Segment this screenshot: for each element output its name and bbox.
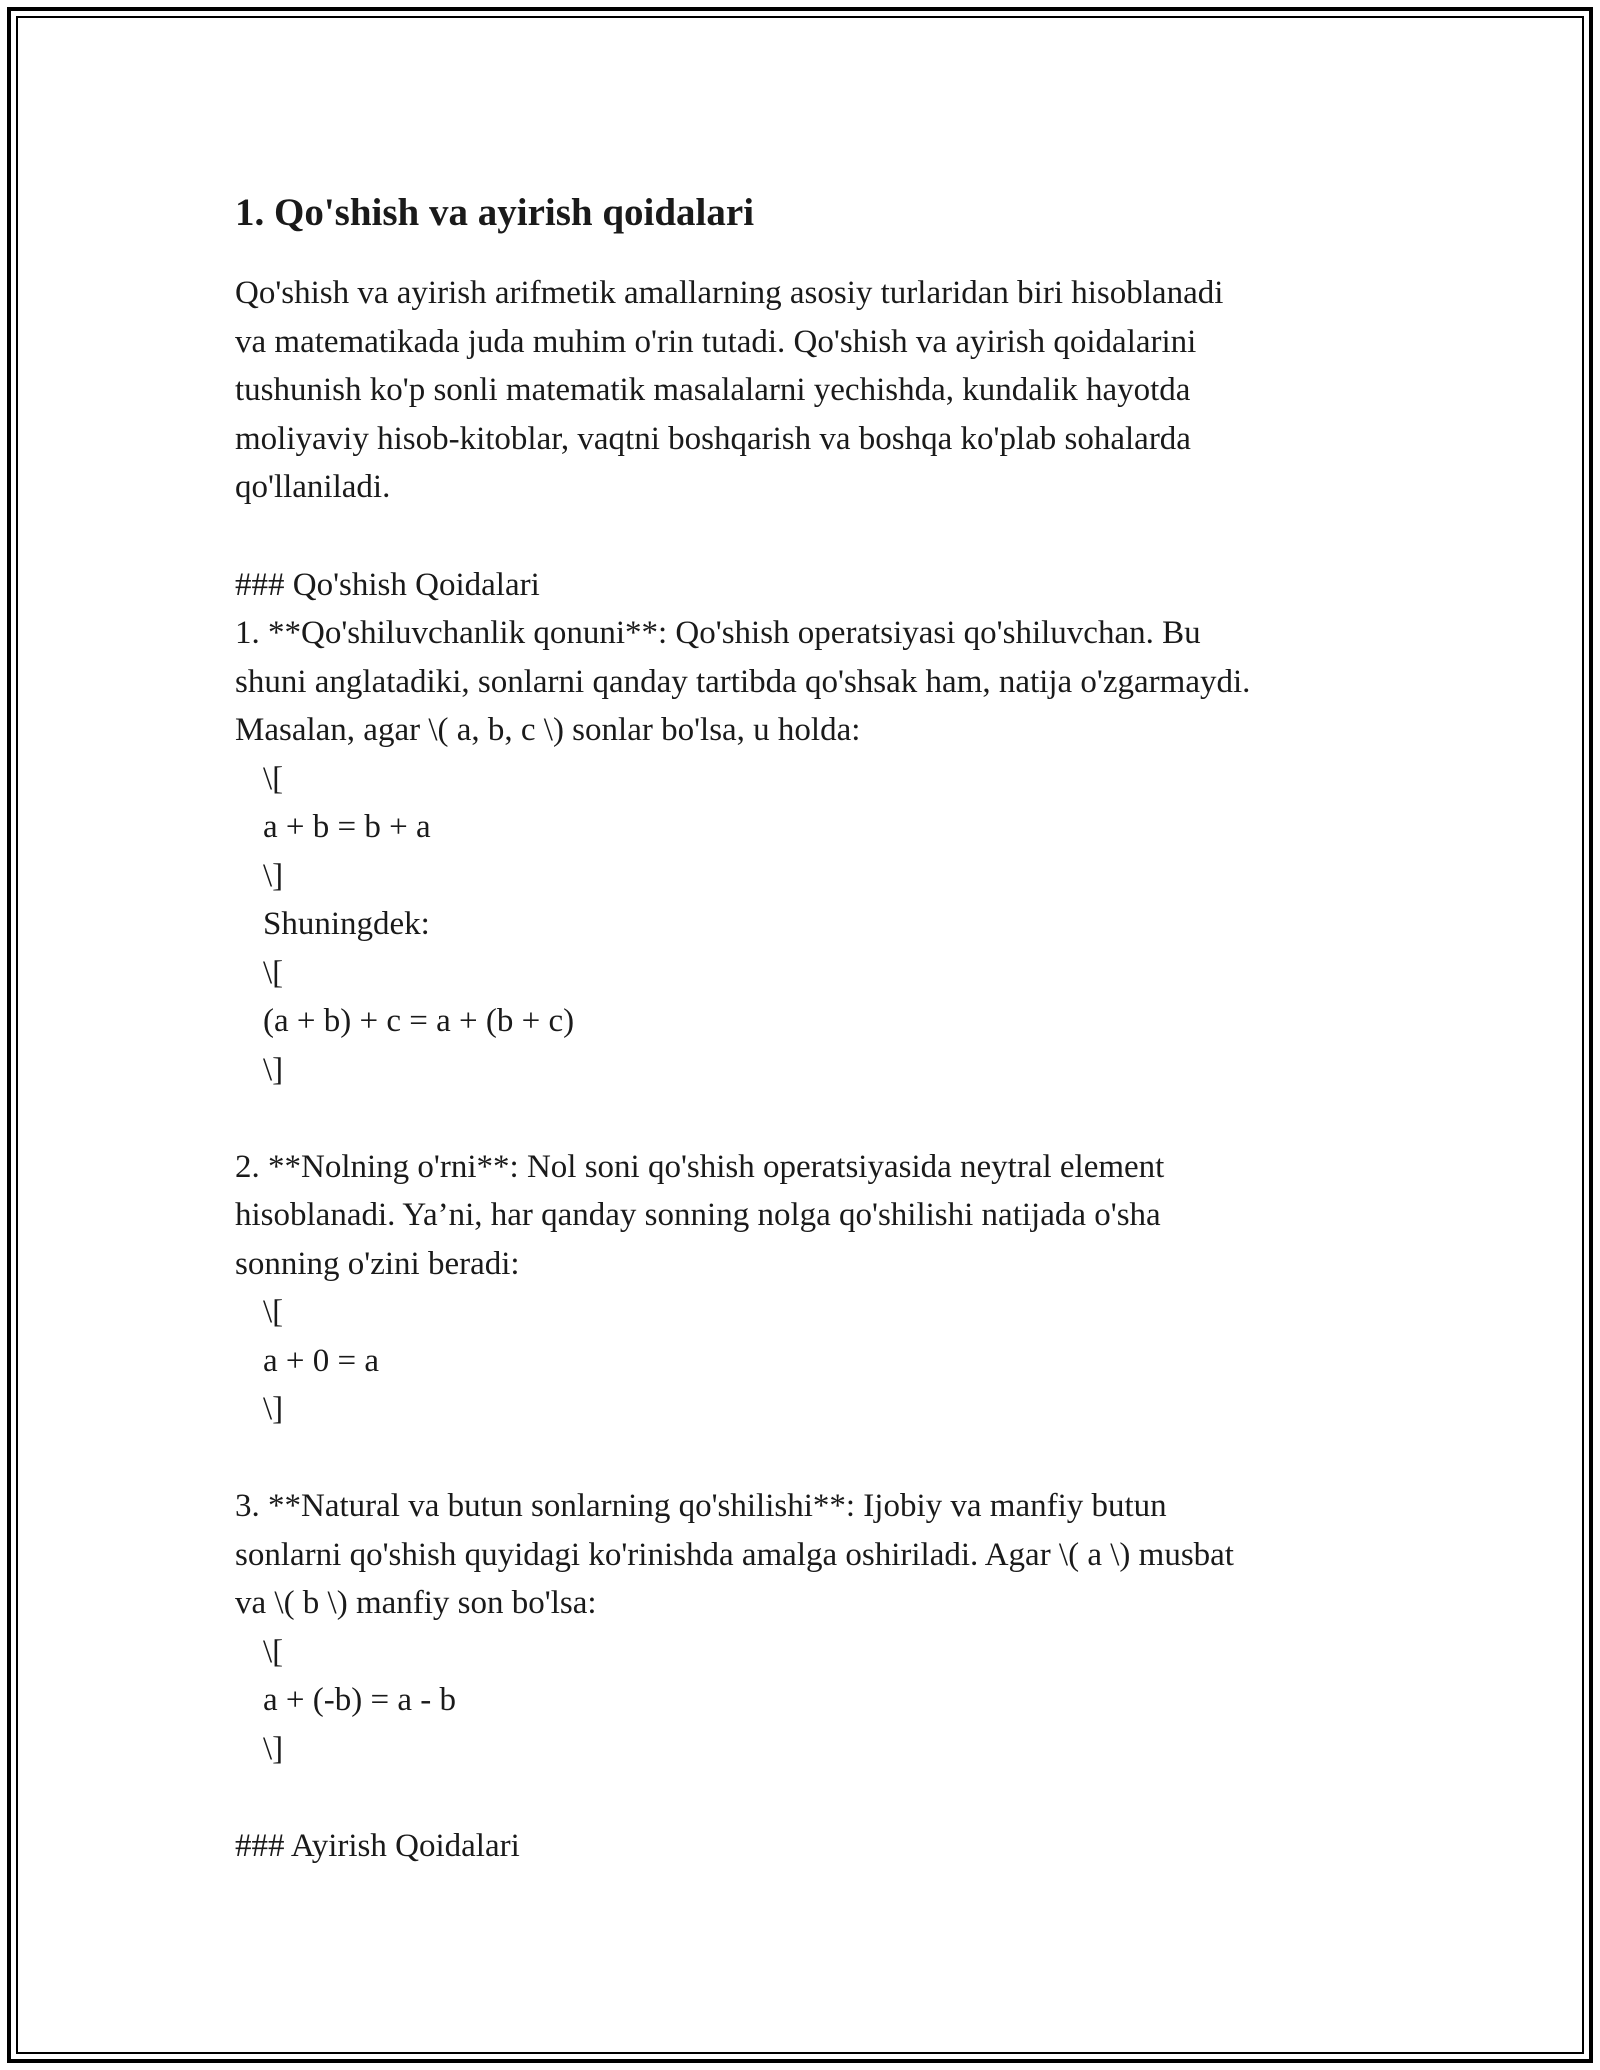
content-line: \[ <box>263 954 284 991</box>
content-line: a + b = b + a <box>263 809 431 845</box>
content-line: \] <box>263 857 284 894</box>
content-line: \[ <box>263 1294 284 1330</box>
content-line: va \( b \) manfiy son bo'lsa: <box>235 1585 597 1621</box>
blank-line <box>235 1094 1385 1143</box>
content-line: ### Ayirish Qoidalari <box>235 1827 520 1864</box>
content-line: shuni anglatadiki, sonlarni qanday tartibda qo'shsak ham, natija o'zgarmaydi. <box>235 663 1251 700</box>
content-line: Shuningdek: <box>263 906 430 942</box>
content-line: a + (-b) = a - b <box>263 1682 456 1718</box>
content-line: \] <box>263 1391 284 1427</box>
document-title: 1. Qo'shish va ayirish qoidalari <box>235 191 755 234</box>
content-line: (a + b) + c = a + (b + c) <box>263 1003 575 1039</box>
content-line: \] <box>263 1730 284 1767</box>
blank-line <box>235 1434 1385 1483</box>
content-lines <box>235 561 1385 1871</box>
content-line: sonlarni qo'shish quyidagi ko'rinishda amalga oshiriladi. Agar \( a \) musbat <box>235 1536 1234 1573</box>
intro-paragraph: Qo'shish va ayirish arifmetik amallarning asosiy turlaridan biri hisoblanadi va matematikada juda muhim o'rin tutadi. Qo'shish va ayirish qoidalarini tushunish ko'p sonli matematik masalalarni yechishda, kundalik hayotda moliyaviy hisob-kitoblar, vaqtni boshqarish va boshqa ko'plab sohalarda qo'llaniladi. <box>235 275 1224 505</box>
content-line: Masalan, agar \( a, b, c \) sonlar bo'lsa, u holda: <box>235 712 861 748</box>
blank-line <box>235 1773 1385 1822</box>
content-line: ### Qo'shish Qoidalari <box>235 566 540 603</box>
content-line: sonning o'zini beradi: <box>235 1245 520 1282</box>
content-line: a + 0 = a <box>263 1342 380 1379</box>
content-line: \[ <box>263 1633 284 1670</box>
content-line: hisoblanadi. Ya’ni, har qanday sonning nolga qo'shilishi natijada o'sha <box>235 1197 1161 1233</box>
content-line: 2. **Nolning o'rni**: Nol soni qo'shish operatsiyasida neytral element <box>235 1148 1165 1185</box>
content-line: 1. **Qo'shiluvchanlik qonuni**: Qo'shish operatsiyasi qo'shiluvchan. Bu <box>235 615 1201 651</box>
document-page <box>235 183 1385 1870</box>
content-line: \[ <box>263 760 284 797</box>
content-line: 3. **Natural va butun sonlarning qo'shilishi**: Ijobiy va manfiy butun <box>235 1488 1167 1524</box>
content-line: \] <box>263 1051 284 1088</box>
